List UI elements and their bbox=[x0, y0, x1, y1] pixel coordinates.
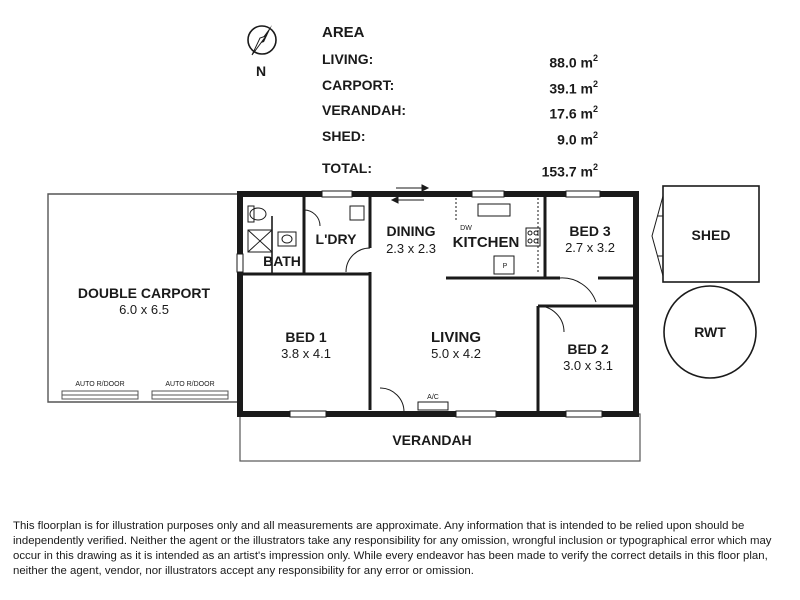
pantry-label: P bbox=[502, 263, 508, 270]
carport-size: 6.0 x 6.5 bbox=[119, 302, 169, 317]
north-arrow-icon bbox=[248, 25, 276, 55]
area-row-label: CARPORT: bbox=[322, 76, 395, 93]
area-title: AREA bbox=[322, 24, 365, 41]
compass-north-label: N bbox=[255, 63, 267, 79]
bed1-name: BED 1 bbox=[285, 329, 327, 345]
area-row-value: 39.1 $m^2$ bbox=[549, 78, 598, 97]
area-row-carport bbox=[322, 74, 598, 100]
area-row-verandah bbox=[322, 99, 598, 125]
dishwasher-label: DW bbox=[460, 225, 472, 232]
laundry-label: L'DRY bbox=[315, 231, 357, 247]
area-row-value: 17.6 $m^2$ bbox=[549, 104, 598, 122]
disclaimer-text: This floorplan is for illustration purposes only and all measurements are approximate. Any information that is intended to be relied upon should be independently verified. Neither the agent or the illustrators take any responsibility for any omission, wrongful inclusion or typographical error which may occur in this drawing as it is intended as an artist's impression only. While every endeavor has been made to verify the correct details in this floor plan, neither the agent, vendor, nor illustrators accept any responsibility for any error or omission. bbox=[13, 520, 772, 577]
ac-label: A/C bbox=[427, 394, 439, 401]
bed3-name: BED 3 bbox=[569, 223, 611, 239]
area-total-label: TOTAL: bbox=[322, 159, 373, 176]
bed2-size: 3.0 x 3.1 bbox=[563, 358, 613, 373]
verandah-label: VERANDAH bbox=[392, 432, 472, 448]
kitchen-label: KITCHEN bbox=[452, 234, 520, 251]
rwt-label: RWT bbox=[694, 324, 726, 340]
area-row-value: 88.0 $m^2$ bbox=[549, 53, 598, 71]
bed3-size: 2.7 x 3.2 bbox=[565, 240, 615, 255]
area-row-value: 9.0 $m^2$ bbox=[557, 129, 598, 148]
dining-size: 2.3 x 2.3 bbox=[386, 241, 436, 256]
dining-name: DINING bbox=[386, 223, 436, 239]
bath-label: BATH bbox=[263, 253, 301, 269]
bed1-size: 3.8 x 4.1 bbox=[281, 346, 331, 361]
living-size: 5.0 x 4.2 bbox=[431, 346, 481, 361]
roller-door-left-label: AUTO R/DOOR bbox=[75, 381, 125, 388]
area-total-value: 153.7 $m^2$ bbox=[541, 161, 598, 180]
area-row-shed bbox=[322, 125, 598, 151]
area-row-living bbox=[322, 48, 598, 74]
roller-door-right-label: AUTO R/DOOR bbox=[165, 381, 215, 388]
living-name: LIVING bbox=[430, 329, 482, 346]
shed-label: SHED bbox=[691, 227, 731, 243]
carport-name: DOUBLE CARPORT bbox=[77, 285, 211, 301]
area-row-total bbox=[322, 157, 598, 183]
area-row-label: LIVING: bbox=[322, 51, 374, 67]
area-table bbox=[322, 22, 598, 182]
bed2-name: BED 2 bbox=[567, 341, 609, 357]
area-row-label: VERANDAH: bbox=[322, 102, 406, 119]
area-row-label: SHED: bbox=[322, 127, 366, 144]
